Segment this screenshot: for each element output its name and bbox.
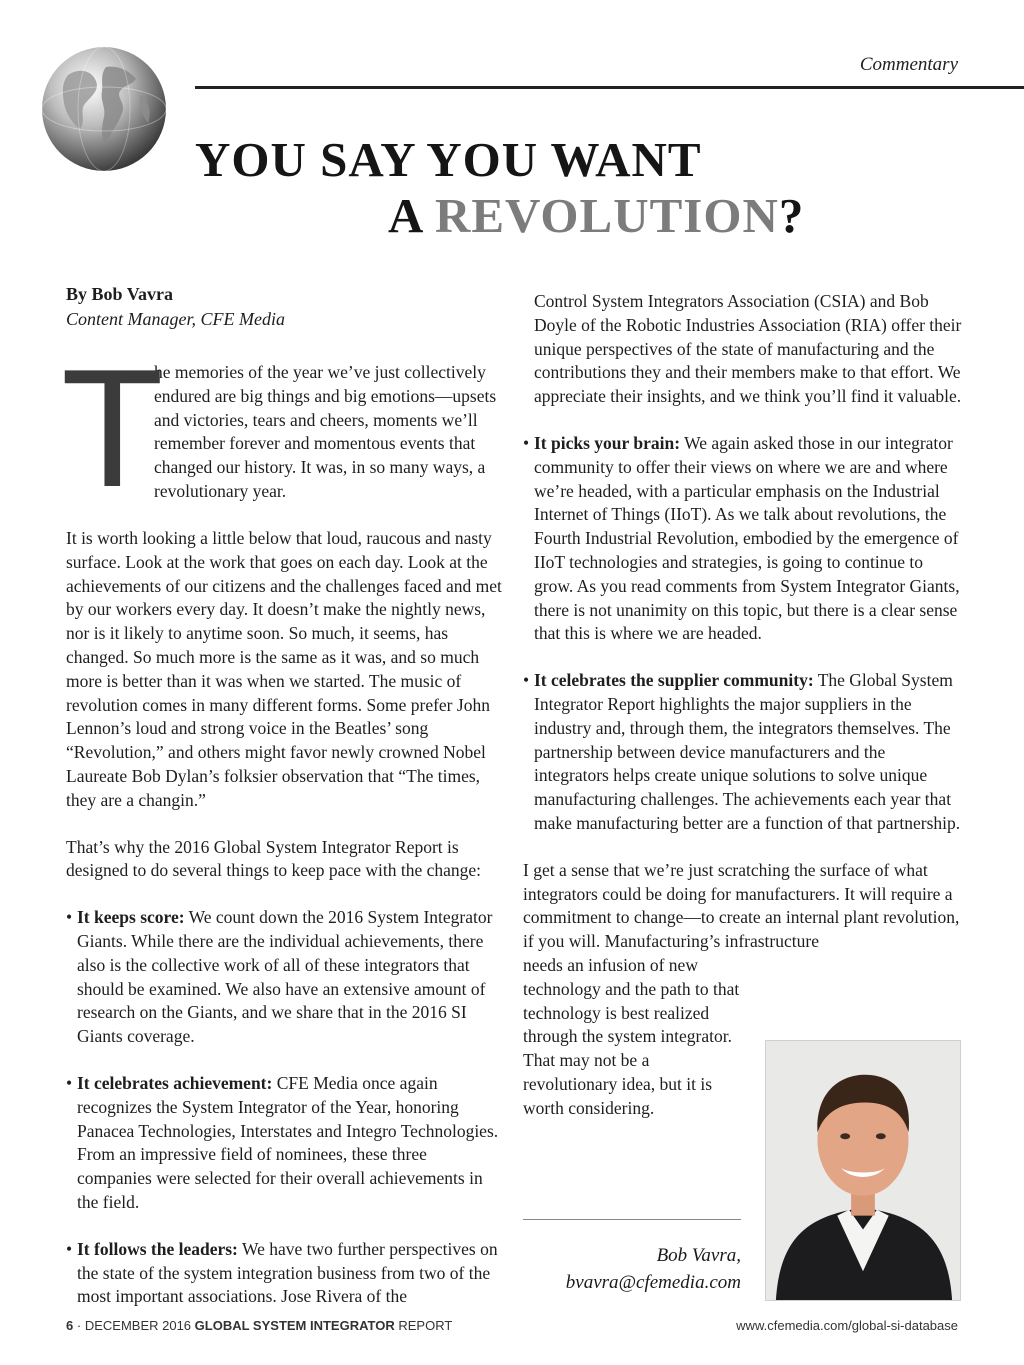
globe-icon — [40, 45, 168, 173]
bullet-marker: • — [66, 1072, 73, 1093]
body-paragraph: It is worth looking a little below that loud, raucous and nasty surface. Look at the work that goes on each day. Look at the achievements of our citizens and the challenges faced and met by our workers every day. It doesn’t make the nightly news, nor is it likely to anytime soon. So much, it seems, has changed. So much more is the same as it was, and so much more is better than it was when we started. The music of revolution comes in many different forms. Some prefer John Lennon’s loud and strong voice in the Beatles’ song “Revolution,” and others might favor newly crowned Nobel Laureate Bob Dylan’s folksier observation that “The times, they are a changin.” — [66, 528, 502, 810]
signature-email: bvavra@cfemedia.com — [565, 1272, 741, 1293]
bullet-marker: • — [523, 670, 530, 691]
headline-line-1: YOU SAY YOU WANT — [195, 132, 702, 187]
footer-left — [66, 1318, 452, 1333]
closing-paragraph-narrow: needs an infusion of new technology and the path to that technology is best realized through the system integrator. That may not be a revolutionary idea, but it is worth considering. — [523, 954, 740, 1118]
headline-suffix: ? — [778, 188, 805, 243]
bullet-text: We again asked those in our integrator community to offer their views on where we are and where we’re headed, with a particular emphasis on the Industrial Internet of Things (IIoT). As we talk about revolutions, the Fourth Industrial Revolution, embodied by the emergence of IIoT technologies and strategies, is going to continue to grow. As you read comments from System Integrator Giants, there is not unanimity on this topic, but there is a clear sense that this is where we are headed. — [534, 432, 960, 644]
header-rule — [195, 86, 1024, 89]
continued-paragraph: Control System Integrators Association (CSIA) and Bob Doyle of the Robotic Industries Association (RIA) offer their unique perspectives of the state of manufacturing and the contributions they and their members make to that effort. We appreciate their insights, and we think you’ll find it valuable. — [534, 291, 962, 407]
bullet-text: We have two further perspectives on the state of the system integration business from two of the most important associations. Jose Rivera of the — [77, 1238, 498, 1307]
bullet-item — [523, 432, 963, 646]
headline-line-2 — [195, 188, 955, 244]
page-footer — [66, 1318, 958, 1336]
footer-separator: · — [76, 1318, 82, 1333]
bullet-text: We count down the 2016 System Integrator Giants. While there are the individual achievements, there also is the collective work of all of these integrators that should be examined. We also have an extensive amount of research on the Giants, and we share that in the 2016 SI Giants coverage. — [77, 907, 493, 1047]
closing-paragraph: I get a sense that we’re just scratching the surface of what integrators could be doing for manufacturers. It will require a commitment to change—to create an internal plant revolution, if you will. Manufacturing’s infrastructure — [523, 859, 960, 952]
byline-title: Content Manager, CFE Media — [66, 309, 285, 329]
signature-name: Bob Vavra, — [656, 1245, 741, 1266]
headline-accent: REVOLUTION — [434, 188, 779, 243]
byline-name: By Bob Vavra — [66, 284, 174, 304]
bullet-text: CFE Media once again recognizes the System Integrator of the Year, honoring Panacea Technologies, Interstates and Integro Technologies. From an impressive field of nominees, these three companies were selected for their overall achievements in the field. — [77, 1072, 499, 1212]
publication-name: GLOBAL SYSTEM INTEGRATOR — [194, 1318, 395, 1333]
article-column-right — [523, 290, 963, 1121]
signature-divider — [523, 1219, 741, 1220]
bullet-lead: It follows the leaders: — [77, 1238, 238, 1259]
page-title — [195, 132, 955, 244]
bullet-lead: It celebrates the supplier community: — [534, 670, 814, 691]
bullet-item — [66, 906, 506, 1049]
headline-prefix: A — [388, 188, 435, 243]
bullet-item — [66, 1072, 506, 1215]
author-photo — [765, 1040, 961, 1301]
bullet-item — [523, 669, 963, 836]
bullet-lead: It picks your brain: — [534, 432, 681, 453]
footer-date: DECEMBER 2016 — [84, 1318, 192, 1333]
bullet-marker: • — [66, 1238, 73, 1259]
body-paragraph: That’s why the 2016 Global System Integrator Report is designed to do several things to keep pace with the change: — [66, 836, 482, 881]
lead-paragraph — [61, 334, 506, 522]
bullet-text: The Global System Integrator Report highlights the major suppliers in the industry and, through them, the integrators themselves. The partnership between device manufacturers and the integrators helps create unique solutions to solve unique manufacturing challenges. The achievements each year that make manufacturing better are a function of that partnership. — [534, 670, 961, 833]
bullet-lead: It keeps score: — [77, 907, 185, 928]
section-label: Commentary — [859, 54, 958, 75]
bullet-item — [66, 1238, 506, 1309]
bullet-lead: It celebrates achievement: — [77, 1072, 273, 1093]
footer-url[interactable]: www.cfemedia.com/global-si-database — [736, 1318, 958, 1333]
publication-suffix: REPORT — [398, 1318, 453, 1333]
bullet-marker: • — [66, 907, 73, 928]
article-column-left — [61, 282, 506, 1309]
bullet-marker: • — [523, 432, 530, 453]
lead-text: he memories of the year we’ve just collectively endured are big things and big emotions—upsets and victories, tears and cheers, moments we’ll remember forever and momentous events that changed our history. It was, in so many ways, a revolutionary year. — [154, 362, 497, 501]
drop-cap: T — [61, 334, 164, 522]
page-number: 6 — [66, 1318, 74, 1333]
